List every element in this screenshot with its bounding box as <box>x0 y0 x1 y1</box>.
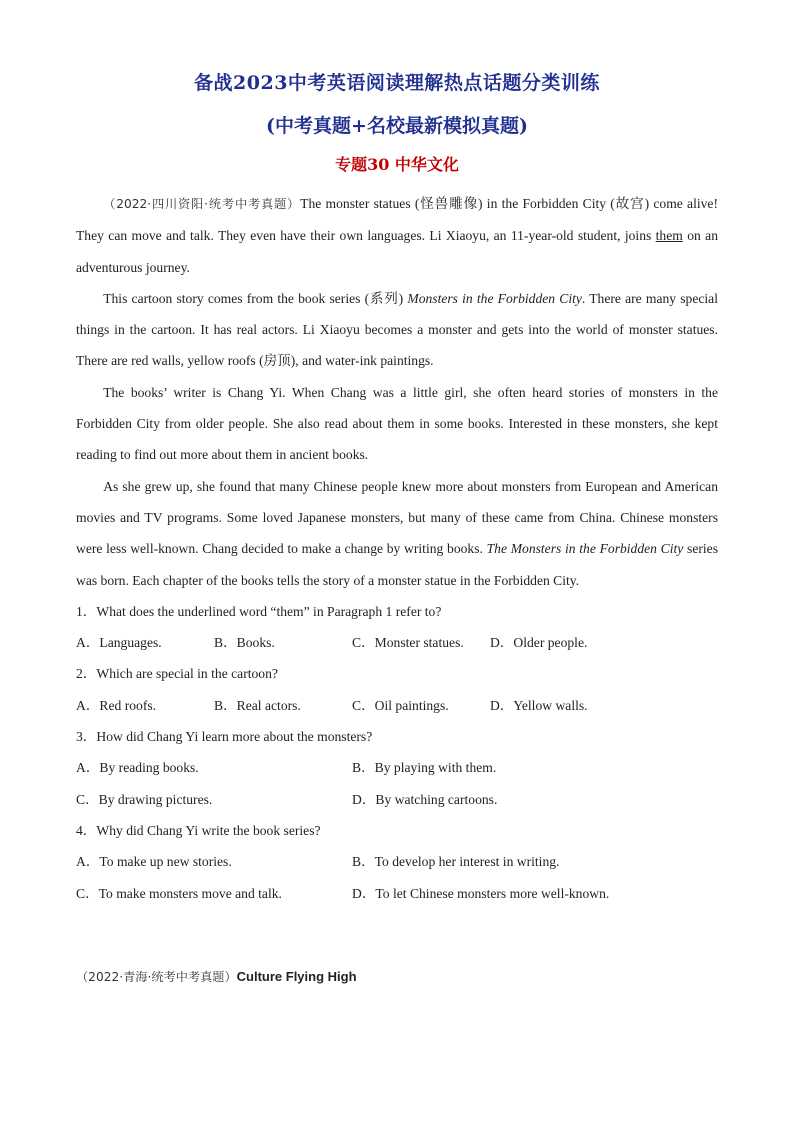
paragraph-2-text-end: . There are many special things in the cartoon. It has real actors. Li Xiaoyu becomes a monster and gets into the world of monster statues. There are red walls, yellow roofs (房顶), and water-ink paintings. <box>76 290 718 369</box>
paragraph-1-text-end: on an adventurous journey. <box>76 228 718 275</box>
question-2-option-b[interactable]: B．Real actors. <box>214 697 301 713</box>
question-3-options-row-2 <box>76 784 718 815</box>
question-1: 1．What does the underlined word “them” in Paragraph 1 refer to? <box>76 603 442 619</box>
question-1-option-b[interactable]: B．Books. <box>214 635 275 651</box>
question-4: 4．Why did Chang Yi write the book series? <box>76 822 321 838</box>
paragraph-4-text: As she grew up, she found that many Chinese people knew more about monsters from European and American movies and TV programs. Some loved Japanese monsters, but many of these came from China. Chinese monsters were less well-known. Chang decided to make a change by writing books. <box>76 478 718 557</box>
question-3-options-row-1 <box>76 752 718 783</box>
document-subtitle: (中考真题+名校最新模拟真题) <box>266 115 528 137</box>
passage-2-source: （2022·青海·统考中考真题） <box>76 970 237 984</box>
question-2-options <box>76 690 718 721</box>
question-2-option-c[interactable]: C．Oil paintings. <box>352 697 449 713</box>
question-4-option-d[interactable]: D．To let Chinese monsters more well-known. <box>352 885 610 901</box>
paragraph-4 <box>76 471 718 596</box>
document-title: 备战2023中考英语阅读理解热点话题分类训练 <box>194 72 600 94</box>
question-4-option-b[interactable]: B．To develop her interest in writing. <box>352 854 560 870</box>
question-4-option-a[interactable]: A．To make up new stories. <box>76 854 232 870</box>
paragraph-2 <box>76 283 718 377</box>
passage-2-title: Culture Flying High <box>236 969 357 984</box>
question-3-option-a[interactable]: A．By reading books. <box>76 760 199 776</box>
question-2-option-d[interactable]: D．Yellow walls. <box>490 697 588 713</box>
paragraph-1 <box>76 188 718 283</box>
question-4-options-row-2 <box>76 878 718 909</box>
topic-heading: 专题30 中华文化 <box>335 155 459 174</box>
question-2: 2．Which are special in the cartoon? <box>76 666 278 682</box>
paragraph-1-text: The monster statues (怪兽雕像) in the Forbidden City (故宫) come alive! They can move and talk. They even have their own languages. Li Xiaoyu, an 11-year-old student, joins <box>76 196 718 244</box>
series-title: The Monsters in the Forbidden City <box>486 541 684 557</box>
question-4-options-row-1 <box>76 846 718 877</box>
question-4-option-c[interactable]: C．To make monsters move and talk. <box>76 885 282 901</box>
paragraph-3: The books’ writer is Chang Yi. When Chang was a little girl, she often heard stories of monsters in the Forbidden City from older people. She also read about them in some books. Interested in these monsters, she kept reading to find out more about them in ancient books. <box>76 384 718 463</box>
passage-source: （2022·四川资阳·统考中考真题） <box>103 197 301 211</box>
question-3: 3．How did Chang Yi learn more about the monsters? <box>76 729 373 745</box>
question-1-option-d[interactable]: D．Older people. <box>490 635 588 651</box>
passage-1 <box>76 188 718 909</box>
paragraph-4-text-end: series was born. Each chapter of the books tells the story of a monster statue in the Forbidden City. <box>76 541 718 588</box>
question-1-option-c[interactable]: C．Monster statues. <box>352 635 464 651</box>
question-1-options <box>76 627 718 658</box>
underlined-word: them <box>655 228 683 244</box>
question-3-option-c[interactable]: C．By drawing pictures. <box>76 791 213 807</box>
passage-2-heading <box>76 968 357 985</box>
paragraph-2-text: This cartoon story comes from the book series (系列) <box>103 290 408 306</box>
book-title: Monsters in the Forbidden City <box>407 290 582 306</box>
question-3-option-d[interactable]: D．By watching cartoons. <box>352 791 498 807</box>
question-2-option-a[interactable]: A．Red roofs. <box>76 697 157 713</box>
question-3-option-b[interactable]: B．By playing with them. <box>352 760 497 776</box>
question-1-option-a[interactable]: A．Languages. <box>76 635 162 651</box>
